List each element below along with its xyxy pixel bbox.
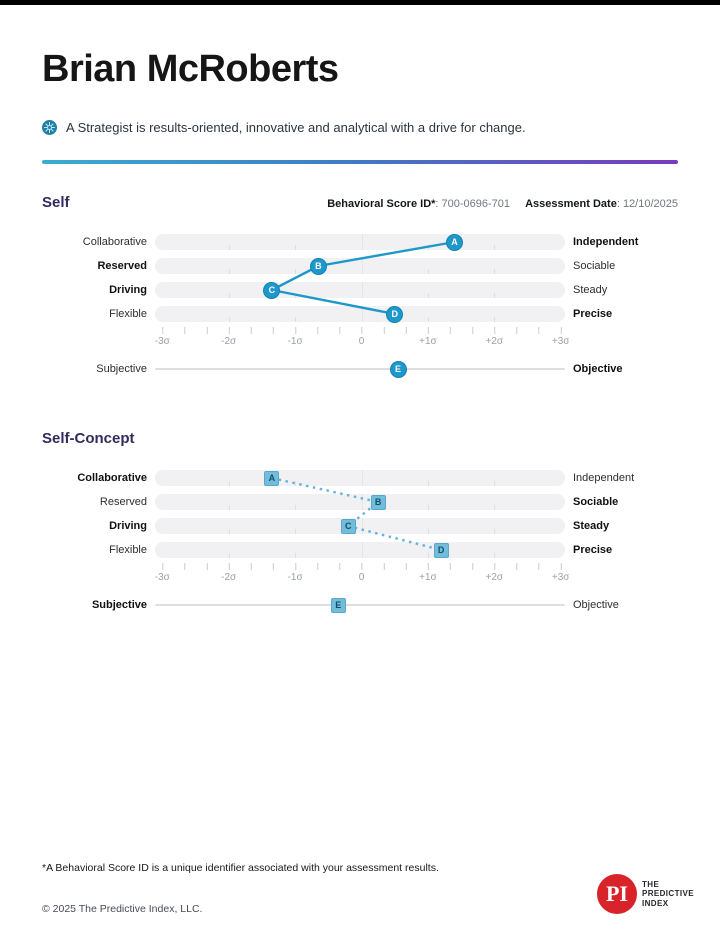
sigma-axis	[154, 327, 570, 349]
track-tick	[229, 505, 230, 510]
sigma-axis	[154, 563, 570, 585]
factor-label-left: Flexible	[109, 544, 147, 556]
track-tick	[295, 481, 296, 486]
pi-monogram: PI	[605, 881, 628, 906]
factor-label-right: Precise	[573, 544, 613, 556]
track-tick	[229, 553, 230, 558]
track-tick	[428, 553, 429, 558]
track-tick	[295, 529, 296, 534]
factor-label-right: Objective	[573, 363, 623, 375]
axis-tick-label: -1σ	[287, 572, 303, 583]
marker-d: D	[386, 306, 403, 323]
track-tick	[229, 269, 230, 274]
track-tick	[295, 553, 296, 558]
judgment-row	[42, 593, 678, 617]
axis-tick-label: +1σ	[419, 572, 437, 583]
judgment-track	[155, 597, 565, 613]
score-id-footnote: *A Behavioral Score ID is a unique identifier associated with your assessment results.	[42, 862, 439, 874]
factor-label-right: Precise	[573, 308, 613, 320]
marker-e: E	[331, 598, 346, 613]
axis-tick-label: 0	[358, 572, 365, 583]
axis-tick-label: -3σ	[154, 336, 170, 347]
marker-d: D	[434, 543, 449, 558]
pi-logo	[597, 874, 694, 914]
factor-label-left: Reserved	[97, 260, 147, 272]
track-tick	[494, 553, 495, 558]
factor-row	[42, 490, 678, 514]
track-tick	[229, 293, 230, 298]
axis-labels	[154, 336, 570, 349]
pi-logo-wordmark	[642, 880, 694, 909]
factor-label-left: Flexible	[109, 308, 147, 320]
marker-c: C	[341, 519, 356, 534]
track-zero-line	[362, 494, 363, 510]
strategist-badge-icon	[42, 120, 57, 135]
section-title-self: Self	[42, 194, 70, 211]
track-tick	[494, 481, 495, 486]
marker-a: A	[264, 471, 279, 486]
judgment-track	[155, 361, 565, 377]
marker-b: B	[310, 258, 327, 275]
factor-label-left: Driving	[109, 284, 147, 296]
judgment-line	[155, 604, 565, 606]
track-tick	[229, 245, 230, 250]
scale-track	[155, 542, 565, 558]
scale-track	[155, 282, 565, 298]
factor-label-right: Objective	[573, 599, 619, 611]
track-tick	[428, 293, 429, 298]
track-tick	[295, 293, 296, 298]
score-id-label: Behavioral Score ID*	[327, 198, 436, 210]
axis-ticks	[155, 327, 565, 334]
axis-tick-label: -3σ	[154, 572, 170, 583]
track-tick	[494, 529, 495, 534]
factor-label-left: Collaborative	[82, 236, 147, 248]
logo-line-3: INDEX	[641, 898, 669, 908]
track-tick	[494, 269, 495, 274]
factor-label-right: Sociable	[573, 496, 619, 508]
scale-track	[155, 234, 565, 250]
assessment-date-value: : 12/10/2025	[616, 198, 678, 210]
judgment-line	[155, 368, 565, 370]
track-zero-line	[362, 518, 363, 534]
scale-track	[155, 494, 565, 510]
self-concept-section-header	[42, 430, 678, 447]
factor-label-left: Reserved	[99, 496, 147, 508]
scale-track	[155, 518, 565, 534]
assessment-date-label: Assessment Date	[525, 198, 617, 210]
track-zero-line	[362, 306, 363, 322]
track-zero-line	[362, 470, 363, 486]
track-tick	[428, 481, 429, 486]
track-tick	[229, 529, 230, 534]
copyright-text: © 2025 The Predictive Index, LLC.	[42, 903, 203, 915]
page-title: Brian McRoberts	[42, 48, 339, 90]
factor-label-right: Sociable	[573, 260, 616, 272]
track-tick	[494, 245, 495, 250]
track-tick	[229, 317, 230, 322]
marker-b: B	[371, 495, 386, 510]
track-tick	[494, 293, 495, 298]
factor-row	[42, 466, 678, 490]
axis-tick-label: -2σ	[221, 336, 237, 347]
self-chart	[42, 230, 678, 381]
axis-tick-label: +3σ	[551, 336, 570, 347]
factor-row	[42, 302, 678, 326]
factor-label-right: Independent	[573, 472, 635, 484]
factor-row	[42, 230, 678, 254]
axis-tick-label: +1σ	[419, 336, 437, 347]
assessment-meta	[327, 198, 678, 210]
section-title-self-concept: Self-Concept	[42, 430, 135, 447]
axis-ticks	[155, 563, 565, 570]
gradient-divider	[42, 160, 678, 164]
axis-tick-label: +2σ	[485, 336, 504, 347]
self-concept-chart	[42, 466, 678, 617]
score-id-value: : 700-0696-701	[435, 198, 511, 210]
track-tick	[295, 317, 296, 322]
axis-tick-label: -2σ	[221, 572, 237, 583]
axis-labels	[154, 572, 570, 585]
scale-track	[155, 306, 565, 322]
top-black-bar	[0, 0, 720, 5]
axis-tick-label: -1σ	[287, 336, 303, 347]
track-tick	[428, 505, 429, 510]
scale-track	[155, 258, 565, 274]
factor-label-left: Driving	[109, 520, 147, 532]
track-tick	[295, 245, 296, 250]
factor-label-left: Collaborative	[77, 472, 147, 484]
track-tick	[428, 529, 429, 534]
axis-tick-label: +2σ	[485, 572, 504, 583]
profile-description: A Strategist is results-oriented, innovative and analytical with a drive for change.	[66, 120, 526, 135]
logo-line-2: PREDICTIVE	[641, 889, 694, 899]
factor-row	[42, 278, 678, 302]
self-section-header	[42, 194, 678, 211]
axis-tick-label: 0	[358, 336, 365, 347]
factor-row	[42, 538, 678, 562]
profile-summary	[42, 120, 526, 135]
scale-track	[155, 470, 565, 486]
axis-tick-label: +3σ	[551, 572, 570, 583]
factor-label-right: Independent	[573, 236, 639, 248]
track-tick	[428, 317, 429, 322]
logo-line-1: THE	[641, 879, 660, 889]
factor-row	[42, 514, 678, 538]
judgment-row	[42, 357, 678, 381]
track-tick	[295, 505, 296, 510]
track-tick	[494, 505, 495, 510]
marker-c: C	[263, 282, 280, 299]
track-zero-line	[362, 234, 363, 250]
factor-label-left: Subjective	[96, 363, 147, 375]
track-tick	[295, 269, 296, 274]
factor-row	[42, 254, 678, 278]
track-tick	[428, 245, 429, 250]
factor-label-left: Subjective	[91, 599, 147, 611]
track-tick	[229, 481, 230, 486]
pi-logo-mark	[597, 874, 637, 914]
factor-label-right: Steady	[573, 520, 610, 532]
marker-a: A	[446, 234, 463, 251]
track-zero-line	[362, 542, 363, 558]
track-zero-line	[362, 282, 363, 298]
track-tick	[428, 269, 429, 274]
track-zero-line	[362, 258, 363, 274]
track-tick	[494, 317, 495, 322]
marker-e: E	[390, 361, 407, 378]
factor-label-right: Steady	[573, 284, 608, 296]
